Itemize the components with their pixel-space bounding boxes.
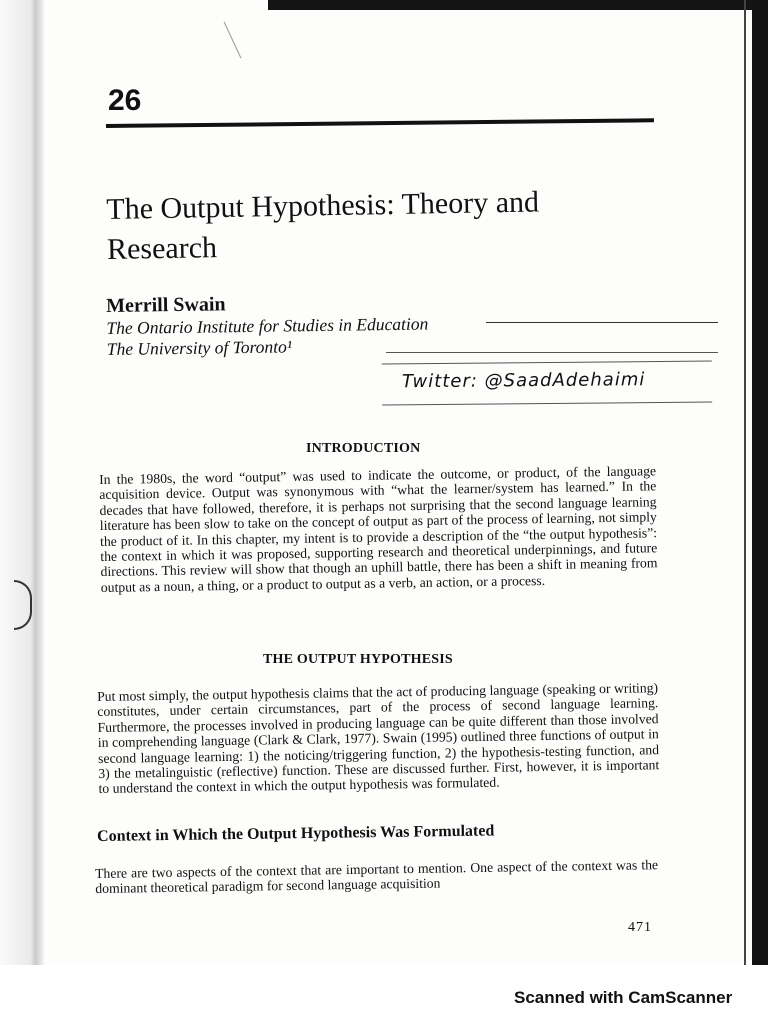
stray-pen-mark bbox=[224, 22, 242, 59]
scan-shadow-left bbox=[0, 0, 30, 965]
chapter-number: 26 bbox=[108, 84, 142, 117]
torn-paper-edge-mid bbox=[386, 352, 718, 353]
chapter-rule bbox=[106, 118, 654, 128]
scan-edge-right bbox=[752, 0, 768, 965]
output-hypothesis-paragraph: Put most simply, the output hypothesis claims that the act of producing language (speaking or writing) constitutes, under certain circumstances, part of the process of second language learning. Furthermore, the processes involved in producing language can be quite different than those involved in comprehending language (Clark & Clark, 1977). Swain (1995) outlined three functions of output in second language learning: 1) the noticing/triggering function, 2) the hypothesis-testing function, and 3) the metalinguistic (reflective) function. These are discussed further. First, however, it is important to understand the context in which the output hypothesis was formulated. bbox=[97, 680, 660, 797]
context-paragraph: There are two aspects of the context that are important to mention. One aspect of the context was the dominant theoretical paradigm for second language acquisition bbox=[95, 857, 659, 897]
page-number: 471 bbox=[628, 920, 652, 935]
author-name: Merrill Swain bbox=[106, 293, 226, 317]
scan-edge-top bbox=[268, 0, 768, 10]
author-affiliation-1: The Ontario Institute for Studies in Education bbox=[106, 313, 429, 338]
handwritten-twitter-handle: Twitter: @SaadAdehaimi bbox=[401, 369, 646, 393]
chapter-title: The Output Hypothesis: Theory and Research bbox=[106, 185, 540, 266]
book-gutter-shadow bbox=[30, 0, 44, 965]
author-block bbox=[106, 288, 527, 360]
handwritten-note-strip bbox=[382, 361, 712, 406]
scan-edge-line-right bbox=[744, 0, 746, 965]
torn-paper-edge-top bbox=[486, 322, 718, 323]
output-hypothesis-heading: THE OUTPUT HYPOTHESIS bbox=[263, 652, 453, 667]
author-affiliation-2: The University of Toronto¹ bbox=[106, 336, 293, 359]
introduction-paragraph: In the 1980s, the word “output” was used to indicate the outcome, or product, of the language acquisition device. Output was synonymous with “what the learner/system has learned.” In the decades that have followed, therefore, it is perhaps not surprising that the second language learning literature has been slow to take on the concept of output as part of the process of learning, not simply the product of it. In this chapter, my intent is to provide a description of the “the output hypothesis”: the context in which it was proposed, supporting research and theoretical underpinnings, and future directions. This review will show that though an uphill battle, there has been a shift in meaning from output as a noun, a thing, or a product to output as a verb, an action, or a process. bbox=[99, 463, 658, 595]
context-subheading: Context in Which the Output Hypothesis Was Formulated bbox=[97, 822, 495, 845]
introduction-heading: INTRODUCTION bbox=[306, 441, 421, 456]
camscanner-watermark: Scanned with CamScanner bbox=[514, 988, 733, 1007]
